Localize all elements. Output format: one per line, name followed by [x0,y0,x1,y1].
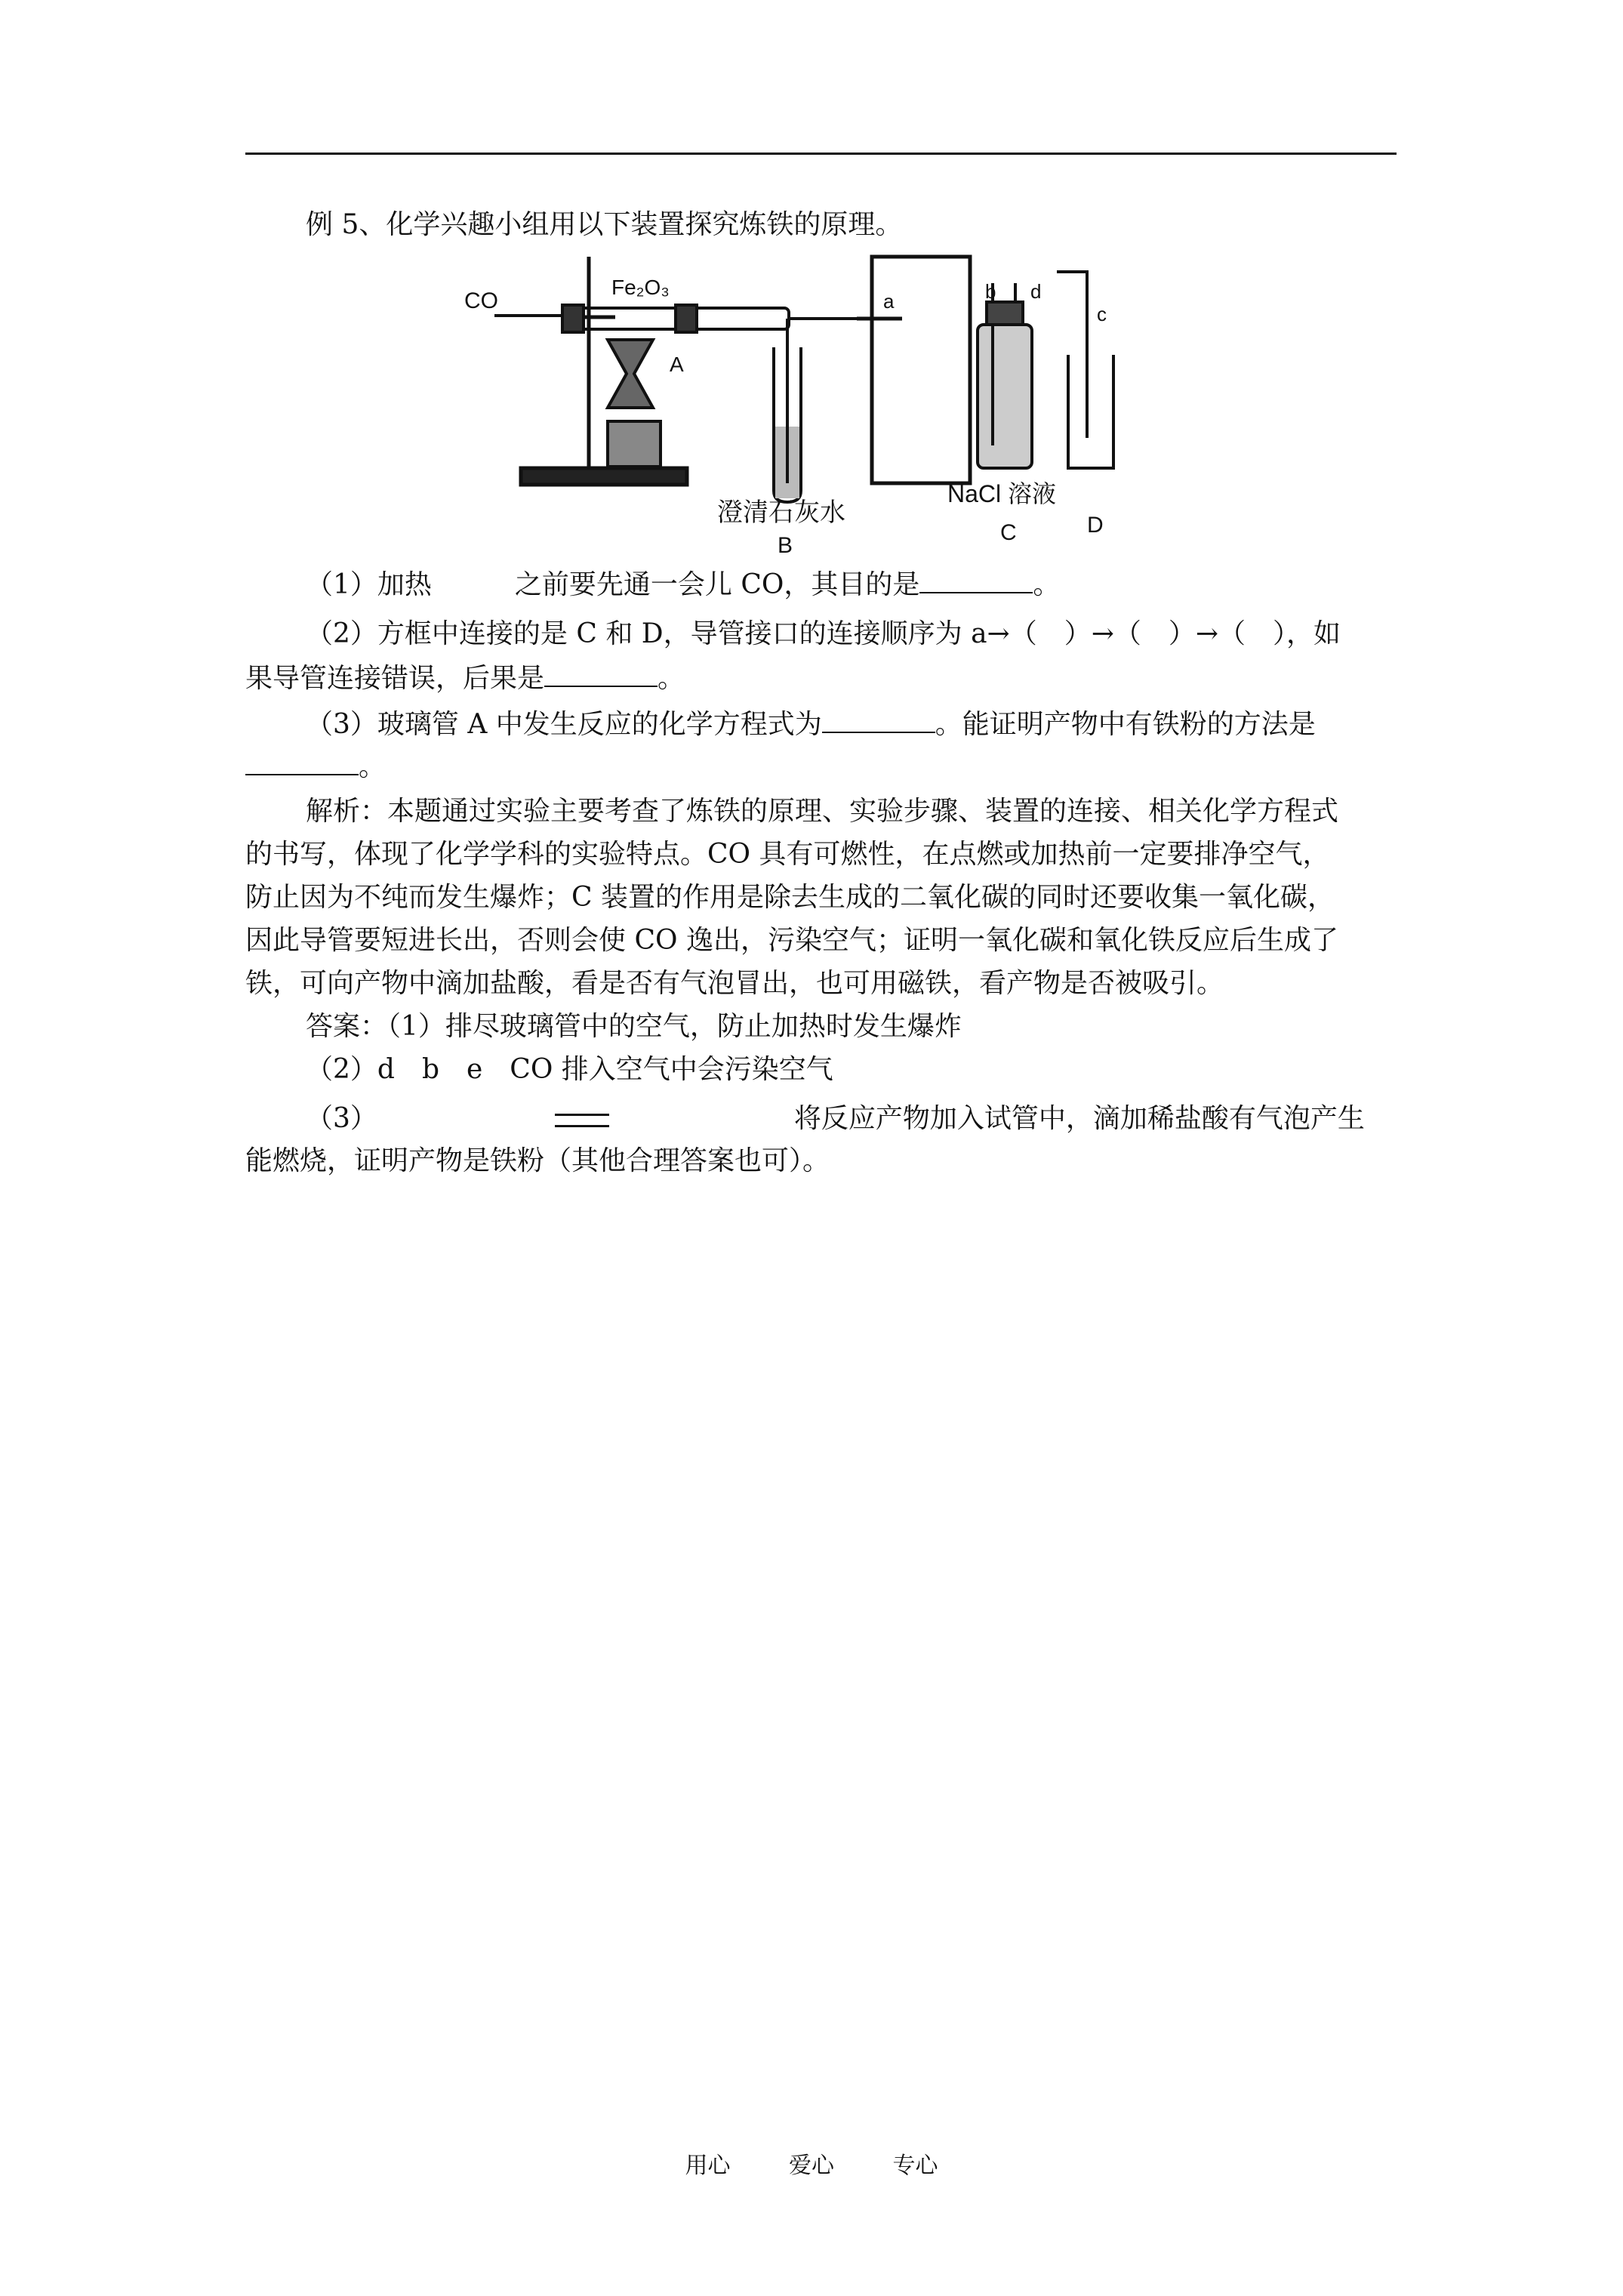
label-c: C [1000,520,1017,545]
label-limewater: 澄清石灰水 [717,498,845,527]
question-3-line1: （3）玻璃管 A 中发生反应的化学方程式为 。能证明产物中有铁粉的方法是 [306,706,1316,741]
beaker-d [1057,272,1113,468]
label-port-c: c [1097,303,1107,325]
question-2-line1: （2）方框中连接的是 C 和 D，导管接口的连接顺序为 a→（ ）→（ ）→（ ），如 [306,618,1341,649]
label-d: D [1087,513,1104,538]
answer-1: 答案：（1）排尽玻璃管中的空气，防止加热时发生爆炸 [306,1011,962,1042]
footer-item-1: 用心 [685,2153,731,2179]
label-b: B [778,533,793,558]
footer-item-3: 专心 [892,2153,938,2179]
page-footer [0,2147,1623,2180]
label-port-a: a [883,290,895,313]
answer-2: （2）d b e CO 排入空气中会污染空气 [306,1054,833,1085]
glass-tube-a [494,305,868,332]
answer-3-line1: （3） 将反应产物加入试管中，滴加稀盐酸有气泡产生 [306,1103,1365,1134]
label-port-b: b [985,280,996,303]
analysis-line-4: 因此导管要短进长出，否则会使 CO 逸出，污染空气；证明一氧化碳和氧化铁反应后生成了 [245,925,1338,956]
box-frame [857,257,970,483]
analysis-line-2: 的书写，体现了化学学科的实验特点。CO 具有可燃性，在点燃或加热前一定要排净空气， [245,839,1330,870]
analysis-line-1: 解析：本题通过实验主要考查了炼铁的原理、实验步骤、装置的连接、相关化学方程式 [306,796,1339,827]
footer-item-2: 爱心 [789,2153,834,2179]
label-nacl: NaCl 溶液 [947,480,1057,507]
label-tube-a: A [670,353,684,376]
label-port-d: d [1030,280,1042,303]
question-title: 例 5、化学兴趣小组用以下装置探究炼铁的原理。 [306,209,903,240]
question-3-line2: 。 [245,748,386,784]
analysis-line-3: 防止因为不纯而发生爆炸；C 装置的作用是除去生成的二氧化碳的同时还要收集一氧化碳， [245,882,1335,913]
bottle-c [978,283,1032,468]
equation-sign [555,1114,609,1127]
label-co: CO [464,288,498,313]
test-tube-b [774,319,801,502]
question-2-line2: 果导管连接错误，后果是 。 [245,660,685,695]
apparatus-diagram [449,242,1129,559]
header-rule [245,153,1397,155]
question-1: （1）加热 之前要先通一会儿 CO，其目的是 。 [306,566,1060,602]
label-fe2o3: Fe₂O₃ [611,276,670,299]
alcohol-lamp [608,340,661,467]
analysis-line-5: 铁，可向产物中滴加盐酸，看是否有气泡冒出，也可用磁铁，看产物是否被吸引。 [245,968,1224,999]
answer-3-line2: 能燃烧，证明产物是铁粉（其他合理答案也可）。 [245,1145,830,1176]
